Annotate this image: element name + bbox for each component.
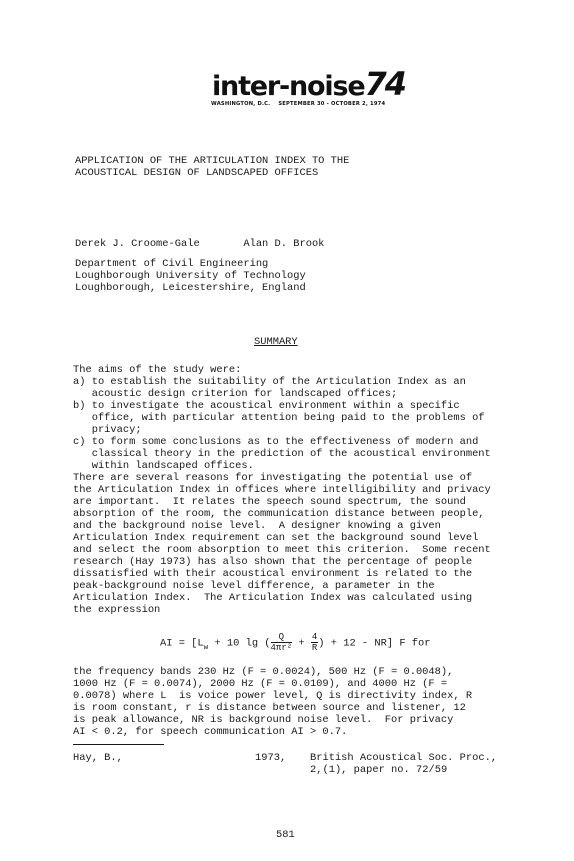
logo-subtitle: WASHINGTON, D.C. SEPTEMBER 30 - OCTOBER 2, 1974 (211, 101, 386, 107)
summary-body-part1: The aims of the study were: a) to establish the suitability of the Articulation Index as an acoustic design criterion for landscaped offices; b) to investigate the acoustical environment within a specific office, with particular attention being paid to the problems of privacy; c) to form some conclusions as to the effectiveness of modern and classical theory in the prediction of the acoustical environment within landscaped offices. There are several reasons for investigating the potential use of the Articulation Index in offices where intelligibility and privacy are important. It relates the speech sound spectrum, the sound absorption of the room, the communication distance between people, and the background noise level. A designer knowing a given Articulation Index requirement can set the background sound level and select the room absorption to meet this criterion. Some recent research (Hay 1973) has also shown that the percentage of people dissatisfied with their acoustical environment is related to the peak-background noise level difference, a parameter in the Articulation Index. The Articulation Index was calculated using the expression (73, 364, 491, 616)
reference-year: 1973, (255, 752, 287, 764)
formula-lead: AI = [L (160, 637, 204, 650)
reference-author: Hay, B., (73, 752, 123, 764)
fraction-r-denominator: R (311, 643, 318, 653)
logo-year: 74 (364, 65, 405, 103)
reference-source: British Acoustical Soc. Proc., 2,(1), paper no. 72/59 (310, 752, 498, 776)
fraction-q-numerator: Q (271, 632, 293, 643)
page-number: 581 (276, 829, 295, 841)
reference-divider (73, 744, 164, 745)
logo-text: inter-noise (212, 71, 365, 102)
formula-fraction-q (271, 632, 293, 653)
author-affiliation: Department of Civil Engineering Loughborough University of Technology Loughborough, Leicestershire, England (75, 258, 306, 294)
logo-wordmark (212, 65, 405, 103)
fraction-q-denominator: 4πr² (270, 643, 293, 653)
summary-body-part2: the frequency bands 230 Hz (F = 0.0024), 500 Hz (F = 0.0048), 1000 Hz (F = 0.0074), 2000 Hz (F = 0.0109), and 4000 Hz (F = 0.0078) where L is voice power level, Q is directivity index, R is room constant, r is distance between source and listener, 12 is peak allowance, NR is background noise level. For privacy AI < 0.2, for speech communication AI > 0.7. (73, 666, 473, 738)
summary-heading: SUMMARY (254, 336, 298, 348)
author-names: Derek J. Croome-Gale Alan D. Brook (75, 238, 325, 250)
paper-title: APPLICATION OF THE ARTICULATION INDEX TO THE ACOUSTICAL DESIGN OF LANDSCAPED OFFICES (75, 155, 350, 179)
formula-plus: + (292, 637, 311, 650)
formula-tail: ) + 12 - NR] F for (318, 637, 431, 650)
formula-mid: + 10 lg ( (208, 637, 271, 650)
fraction-r-numerator: 4 (311, 632, 318, 642)
articulation-index-formula (160, 632, 431, 653)
formula-subscript-w: w (203, 644, 209, 653)
